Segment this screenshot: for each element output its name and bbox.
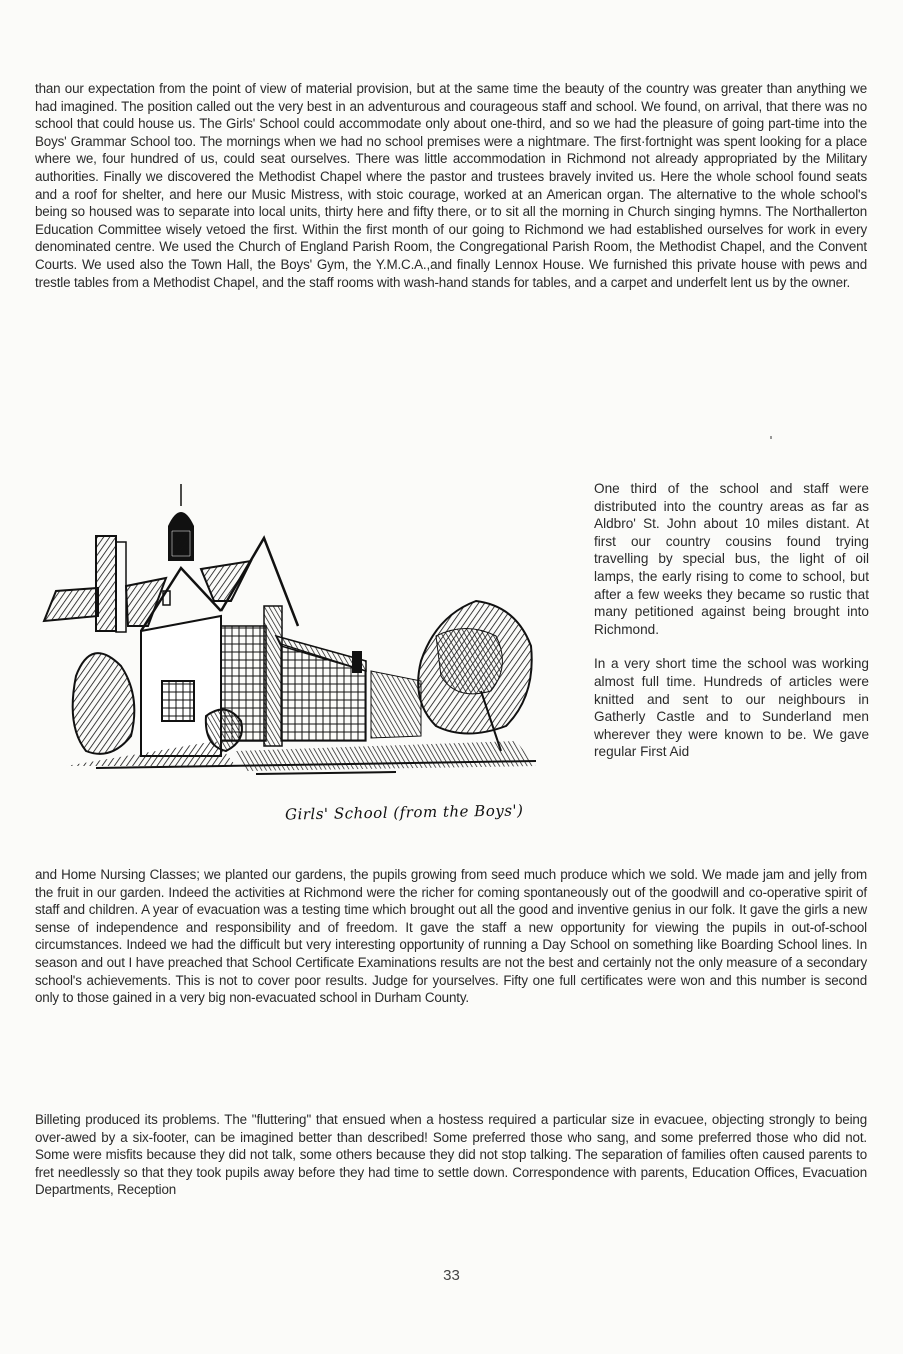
spire (168, 484, 194, 561)
body-paragraph-billeting: Billeting produced its problems. The ''fluttering'' that ensued when a hostess required a particular size in evacuee, objecting strongly to being over-awed by a six-footer, can be imagined better than described! Some preferred those who sang, and some preferred those who did not. Some were misfits because they did not talk, some others because they did not stop talking. The separation of families often caused parents to fret needlessly so that they took pupils away before they had time to settle down. Correspondence with parents, Education Offices, Evacuation Departments, Reception (35, 1112, 867, 1198)
side-column (594, 480, 869, 778)
ground (66, 741, 536, 774)
side-paragraph-2: In a very short time the school was working almost full time. Hundreds of articles were knitted and sent to our neighbours in Gatherly Castle and to Sunderland men wherever they were known to be. We gave regular First Aid (594, 656, 869, 760)
page-number: 33 (443, 1267, 460, 1284)
body-paragraph-top: than our expectation from the point of view of material provision, but at the same time the beauty of the country was greater than anything we had imagined. The position called out the very best in an adventurous and courageous staff and school. We found, on arrival, that there was no school that could house us. The Girls' School could accommodate only about one-third, and so we had the pleasure of going part-time into the Boys' Grammar School too. The mornings when we had no school premises were a nightmare. The first·fortnight was spent looking for a place where we, four hundred of us, could seat ourselves. There was little accommodation in Richmond not already appropriated by the Military authorities. Finally we discovered the Methodist Chapel where the pastor and trustees bravely invited us. Here the whole school found seats and a roof for shelter, and here our Music Mistress, with stoic courage, worked at an American organ. The alternative to the whole school's being so housed was to separate into local units, thirty here and fifty there, or to sit all the morning in Church singing hymns. The Northallerton Education Committee wisely vetoed the first. Within the first month of our going to Richmond we had established ourselves for work in every denominated centre. We used the Church of England Parish Room, the Congregational Parish Room, the Methodist Chapel, and the Convent Courts. We used also the Town Hall, the Boys' Gym, the Y.M.C.A.,and finally Lennox House. We furnished this private house with pews and trestle tables from a Methodist Chapel, and the staff rooms with wash-hand stands for tables, and a carpet and underfelt lent us by the owner. (35, 81, 867, 290)
body-paragraph-continued: and Home Nursing Classes; we planted our gardens, the pupils growing from seed much produce which we sold. We made jam and jelly from the fruit in our garden. Indeed the activities at Richmond were the richer for coming spontaneously out of the goodwill and co-operative spirit of staff and children. A year of evacuation was a testing time which brought out all the good and inventive genius in our folk. It gave the girls a new sense of independence and responsibility and of freedom. It gave the staff a new opportunity for viewing the pupils in out-of-school circumstances. Indeed we had the difficult but very interesting opportunity of running a Day School on something like Boarding School lines. In season and out I have preached that School Certificate Examinations results are not the best and certainly not the only measure of a secondary school's achievements. This is not to cover poor results. Judge for yourselves. Fifty one full certificates were won and this number is second only to those gained in a very big non-evacuated school in Durham County. (35, 867, 867, 1006)
chimney (96, 536, 126, 632)
school-building-sketch (36, 476, 556, 776)
illustration-caption: Girls' School (from the Boys') (284, 801, 524, 824)
side-paragraph-1: One third of the school and staff were distributed into the country areas as far as Aldbro' St. John about 10 miles distant. At first our country cousins found trying travelling by special bus, the light of oil lamps, the early rising to come to school, but after a few weeks they became so rustic that many petitioned against being brought into Richmond. (594, 481, 869, 637)
scan-speck (770, 436, 772, 439)
